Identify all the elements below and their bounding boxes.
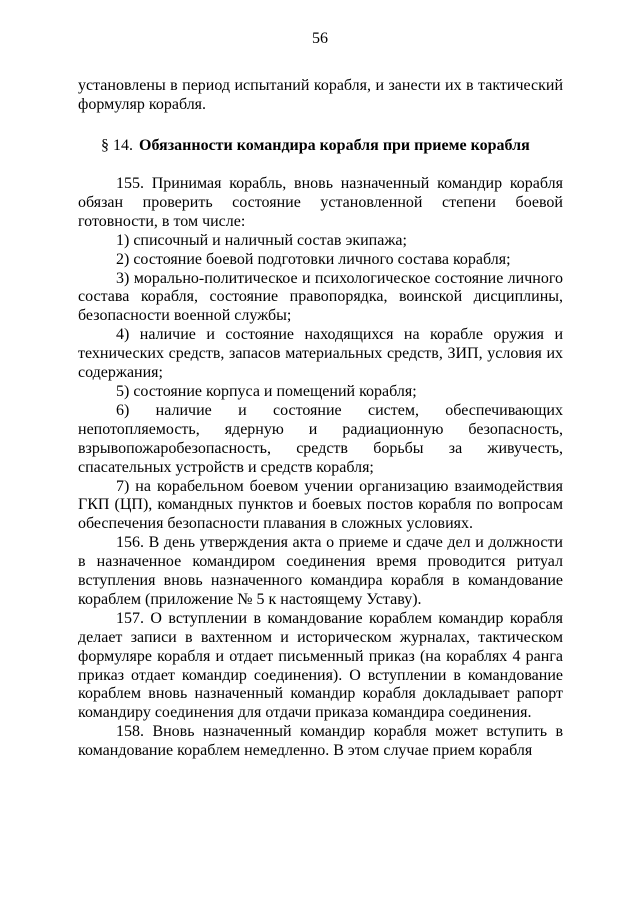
body-text: [78, 175, 563, 761]
paragraph-157: 157. О вступлении в командование кораблем командир корабля делает записи в вахтенном и историческом журналах, тактическом формуляре корабля и отдает письменный приказ (на кораблях 4 ранга приказ отдает командир соединения). О вступлении в командование кораблем вновь назначенный командир корабля докладывает рапорт командиру соединения для отдачи приказа командира соединения.: [78, 609, 563, 722]
list-item-2: 2) состояние боевой подготовки личного состава корабля;: [116, 250, 511, 268]
list-item-1: 1) списочный и наличный состав экипажа;: [116, 231, 407, 249]
section-sign: § 14.: [101, 137, 133, 154]
page-number: 56: [312, 30, 328, 47]
list-item-6: 6) наличие и состояние систем, обеспечивающих непотопляемость, ядерную и радиационную безопасность, взрывопожаробезопасность, средств борьбы за живучесть, спасательных устройств и средств корабля;: [78, 401, 563, 476]
list-item-4: 4) наличие и состояние находящихся на корабле оружия и технических средств, запасов материальных средств, ЗИП, условия их содержания;: [78, 326, 563, 382]
intro-text: [78, 77, 563, 115]
paragraph-158: 158. Вновь назначенный командир корабля может вступить в командование кораблем немедленно. В этом случае прием корабля: [78, 723, 563, 760]
list-item-7: 7) на корабельном боевом учении организацию взаимодействия ГКП (ЦП), командных пунктов и боевых постов корабля по вопросам обеспечения безопасности плавания в сложных условиях.: [78, 477, 563, 533]
section-title: Обязанности командира корабля при приеме корабля: [139, 137, 530, 154]
list-item-3: 3) морально-политическое и психологическое состояние личного состава корабля, состояние правопорядка, воинской дисциплины, безопасности военной службы;: [78, 269, 563, 325]
section-heading: [101, 137, 530, 155]
continuation-paragraph: установлены в период испытаний корабля, и занести их в тактический формуляр корабля.: [78, 77, 563, 113]
list-item-5: 5) состояние корпуса и помещений корабля;: [116, 382, 417, 400]
paragraph-156: 156. В день утверждения акта о приеме и сдаче дел и должности в назначенное командиром соединения время проводится ритуал вступления вновь назначенного командира корабля в командование кораблем (приложение № 5 к настоящему Уставу).: [78, 534, 563, 608]
paragraph-155: 155. Принимая корабль, вновь назначенный командир корабля обязан проверить состояние установленной степени боевой готовности, в том числе:: [78, 175, 563, 230]
